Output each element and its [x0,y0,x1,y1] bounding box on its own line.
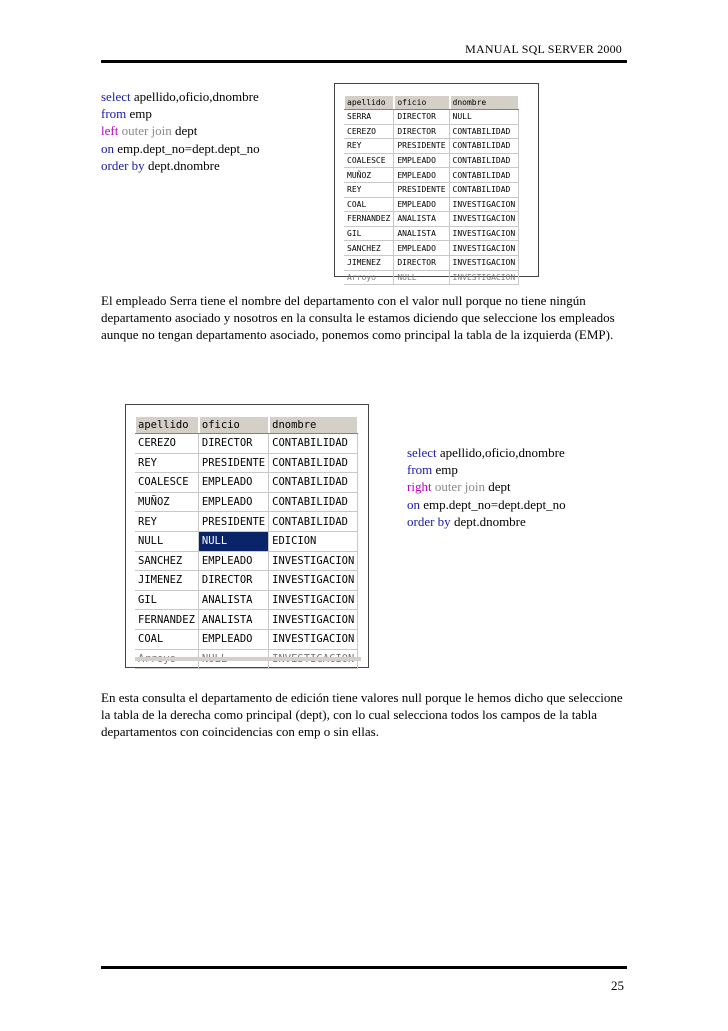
table-row [344,270,519,285]
table-header-row [344,95,519,110]
table-cell: SANCHEZ [135,551,198,571]
table-cell: CONTABILIDAD [449,124,519,139]
table-row [344,182,519,197]
table-row [344,110,519,125]
page-number: 25 [611,978,624,993]
table-row [135,571,358,591]
result-grid-right [125,404,369,668]
sql-text: dept [485,479,511,495]
table-cell: PRESIDENTE [198,512,268,532]
table-cell: MUÑOZ [135,492,198,512]
table-row [135,551,358,571]
table-cell: CONTABILIDAD [449,182,519,197]
sql-text: emp [432,462,458,478]
sql-query-right-join [407,444,566,530]
table-row [135,473,358,493]
grid-scrollbar [135,657,361,661]
table-cell: REY [344,182,394,197]
table-cell: EMPLEADO [394,153,449,168]
sql-line-select [407,444,566,461]
table-cell: EMPLEADO [198,629,268,649]
table-cell: ANALISTA [198,590,268,610]
sql-keyword: outer join [431,479,485,495]
table-cell: EMPLEADO [198,492,268,512]
table-row [135,453,358,473]
table-cell: INVESTIGACION [449,197,519,212]
sql-line-from [407,461,566,478]
sql-keyword: order by [407,513,451,529]
table-cell: INVESTIGACION [269,551,358,571]
sql-keyword: from [407,462,433,478]
table-cell: CONTABILIDAD [269,473,358,493]
table-cell: DIRECTOR [198,571,268,591]
result-grid-viewport [344,95,538,282]
table-row [344,153,519,168]
paragraph-right-join-explanation: En esta consulta el departamento de edición tiene valores null porque le hemos dicho que seleccione la tabla de la derecha como principal (dept), con lo cual selecciona todos los campos de la tabla departamentos con coincidencias con emp o sin ellas. [101,690,623,740]
sql-line-order [101,157,260,174]
sql-keyword: select [101,89,131,104]
table-cell: NULL [198,531,268,551]
table-row [344,168,519,183]
table-row [344,197,519,212]
table-cell: NULL [449,110,519,125]
table-cell: EMPLEADO [394,241,449,256]
column-header-dnombre: dnombre [269,416,358,434]
table-cell: EMPLEADO [198,551,268,571]
sql-line-join [101,122,260,139]
table-cell: NULL [135,531,198,551]
table-cell: EMPLEADO [198,473,268,493]
column-header-apellido: apellido [135,416,198,434]
table-row [135,629,358,649]
table-cell: PRESIDENTE [394,139,449,154]
table-cell: INVESTIGACION [449,226,519,241]
table-row [135,512,358,532]
sql-keyword: right [407,479,432,495]
table-cell: INVESTIGACION [449,212,519,227]
sql-keyword: from [101,106,127,122]
paragraph-left-join-explanation: El empleado Serra tiene el nombre del departamento con el valor null porque no tiene ningún departamento asociado y nosotros en la consulta le estamos diciendo que seleccione los empleados aunque no tengan departamento asociado, ponemos como principal la tabla de la izquierda (EMP). [101,293,615,343]
sql-keyword: outer join [118,123,172,139]
table-row [344,139,519,154]
table-cell: DIRECTOR [394,255,449,270]
table-cell: DIRECTOR [394,124,449,139]
table-cell: CEREZO [135,434,198,454]
table-cell: MUÑOZ [344,168,394,183]
table-row [135,434,358,454]
column-header-oficio: oficio [394,95,449,110]
sql-line-from [101,105,260,122]
sql-text: dept.dnombre [450,513,526,529]
table-body [344,110,519,285]
sql-line-select [101,88,260,105]
table-cell: JIMENEZ [344,255,394,270]
table-row [135,590,358,610]
table-cell: INVESTIGACION [269,571,358,591]
sql-keyword: left [101,123,119,139]
sql-text: emp.dept_no=dept.dept_no [420,496,566,512]
table-cell: INVESTIGACION [269,629,358,649]
table-cell: INVESTIGACION [449,270,519,285]
table-cell: CONTABILIDAD [449,153,519,168]
column-header-apellido: apellido [344,95,394,110]
header-rule [101,60,627,63]
table-cell: REY [135,453,198,473]
result-table-right [135,416,358,669]
column-header-oficio: oficio [198,416,268,434]
table-cell: EMPLEADO [394,197,449,212]
table-cell: FERNANDEZ [344,212,394,227]
table-body [135,434,358,669]
table-cell: JIMENEZ [135,571,198,591]
table-cell: REY [344,139,394,154]
result-grid-left [334,83,539,282]
table-row [344,226,519,241]
table-cell: COAL [135,629,198,649]
table-cell: GIL [344,226,394,241]
sql-line-join [407,478,566,495]
sql-text: dept [171,123,198,139]
sql-line-on [407,496,566,513]
sql-query-left-join [101,88,260,174]
table-row [135,610,358,630]
header-title: MANUAL SQL SERVER 2000 [465,42,622,56]
table-row [344,124,519,139]
table-cell: CONTABILIDAD [269,492,358,512]
table-cell: COALESCE [344,153,394,168]
sql-text: apellido,oficio,dnombre [436,445,565,460]
table-row [344,212,519,227]
sql-text: dept.dnombre [144,157,220,173]
table-cell: CEREZO [344,124,394,139]
table-cell: SERRA [344,110,394,125]
table-header-row [135,416,358,434]
table-cell: SANCHEZ [344,241,394,256]
result-grid-viewport [135,416,361,661]
table-cell: EMPLEADO [394,168,449,183]
table-cell: GIL [135,590,198,610]
sql-keyword: on [407,496,420,512]
result-table-left [344,95,519,285]
table-cell: INVESTIGACION [269,610,358,630]
table-cell: ANALISTA [198,610,268,630]
table-cell: DIRECTOR [394,110,449,125]
table-cell: FERNANDEZ [135,610,198,630]
table-cell: INVESTIGACION [449,255,519,270]
sql-line-on [101,140,260,157]
sql-line-order [407,513,566,530]
table-cell: CONTABILIDAD [449,139,519,154]
table-cell: INVESTIGACION [269,590,358,610]
sql-keyword: select [407,445,437,460]
table-cell: ANALISTA [394,226,449,241]
sql-keyword: order by [101,157,145,173]
table-cell: PRESIDENTE [394,182,449,197]
table-row [344,241,519,256]
column-header-dnombre: dnombre [449,95,519,110]
table-cell: COALESCE [135,473,198,493]
footer-rule [101,966,627,969]
table-cell: CONTABILIDAD [269,512,358,532]
table-cell: Arroyo [344,270,394,285]
sql-text: emp [126,106,152,122]
sql-text: apellido,oficio,dnombre [130,89,259,104]
table-cell: DIRECTOR [198,434,268,454]
sql-text: emp.dept_no=dept.dept_no [114,140,260,156]
table-cell: INVESTIGACION [449,241,519,256]
table-cell: REY [135,512,198,532]
sql-keyword: on [101,140,114,156]
table-row [344,255,519,270]
table-cell: EDICION [269,531,358,551]
table-cell: NULL [394,270,449,285]
table-cell: CONTABILIDAD [269,453,358,473]
table-row [135,492,358,512]
table-cell: ANALISTA [394,212,449,227]
table-cell: COAL [344,197,394,212]
table-row [135,531,358,551]
table-cell: PRESIDENTE [198,453,268,473]
table-cell: CONTABILIDAD [269,434,358,454]
table-cell: CONTABILIDAD [449,168,519,183]
